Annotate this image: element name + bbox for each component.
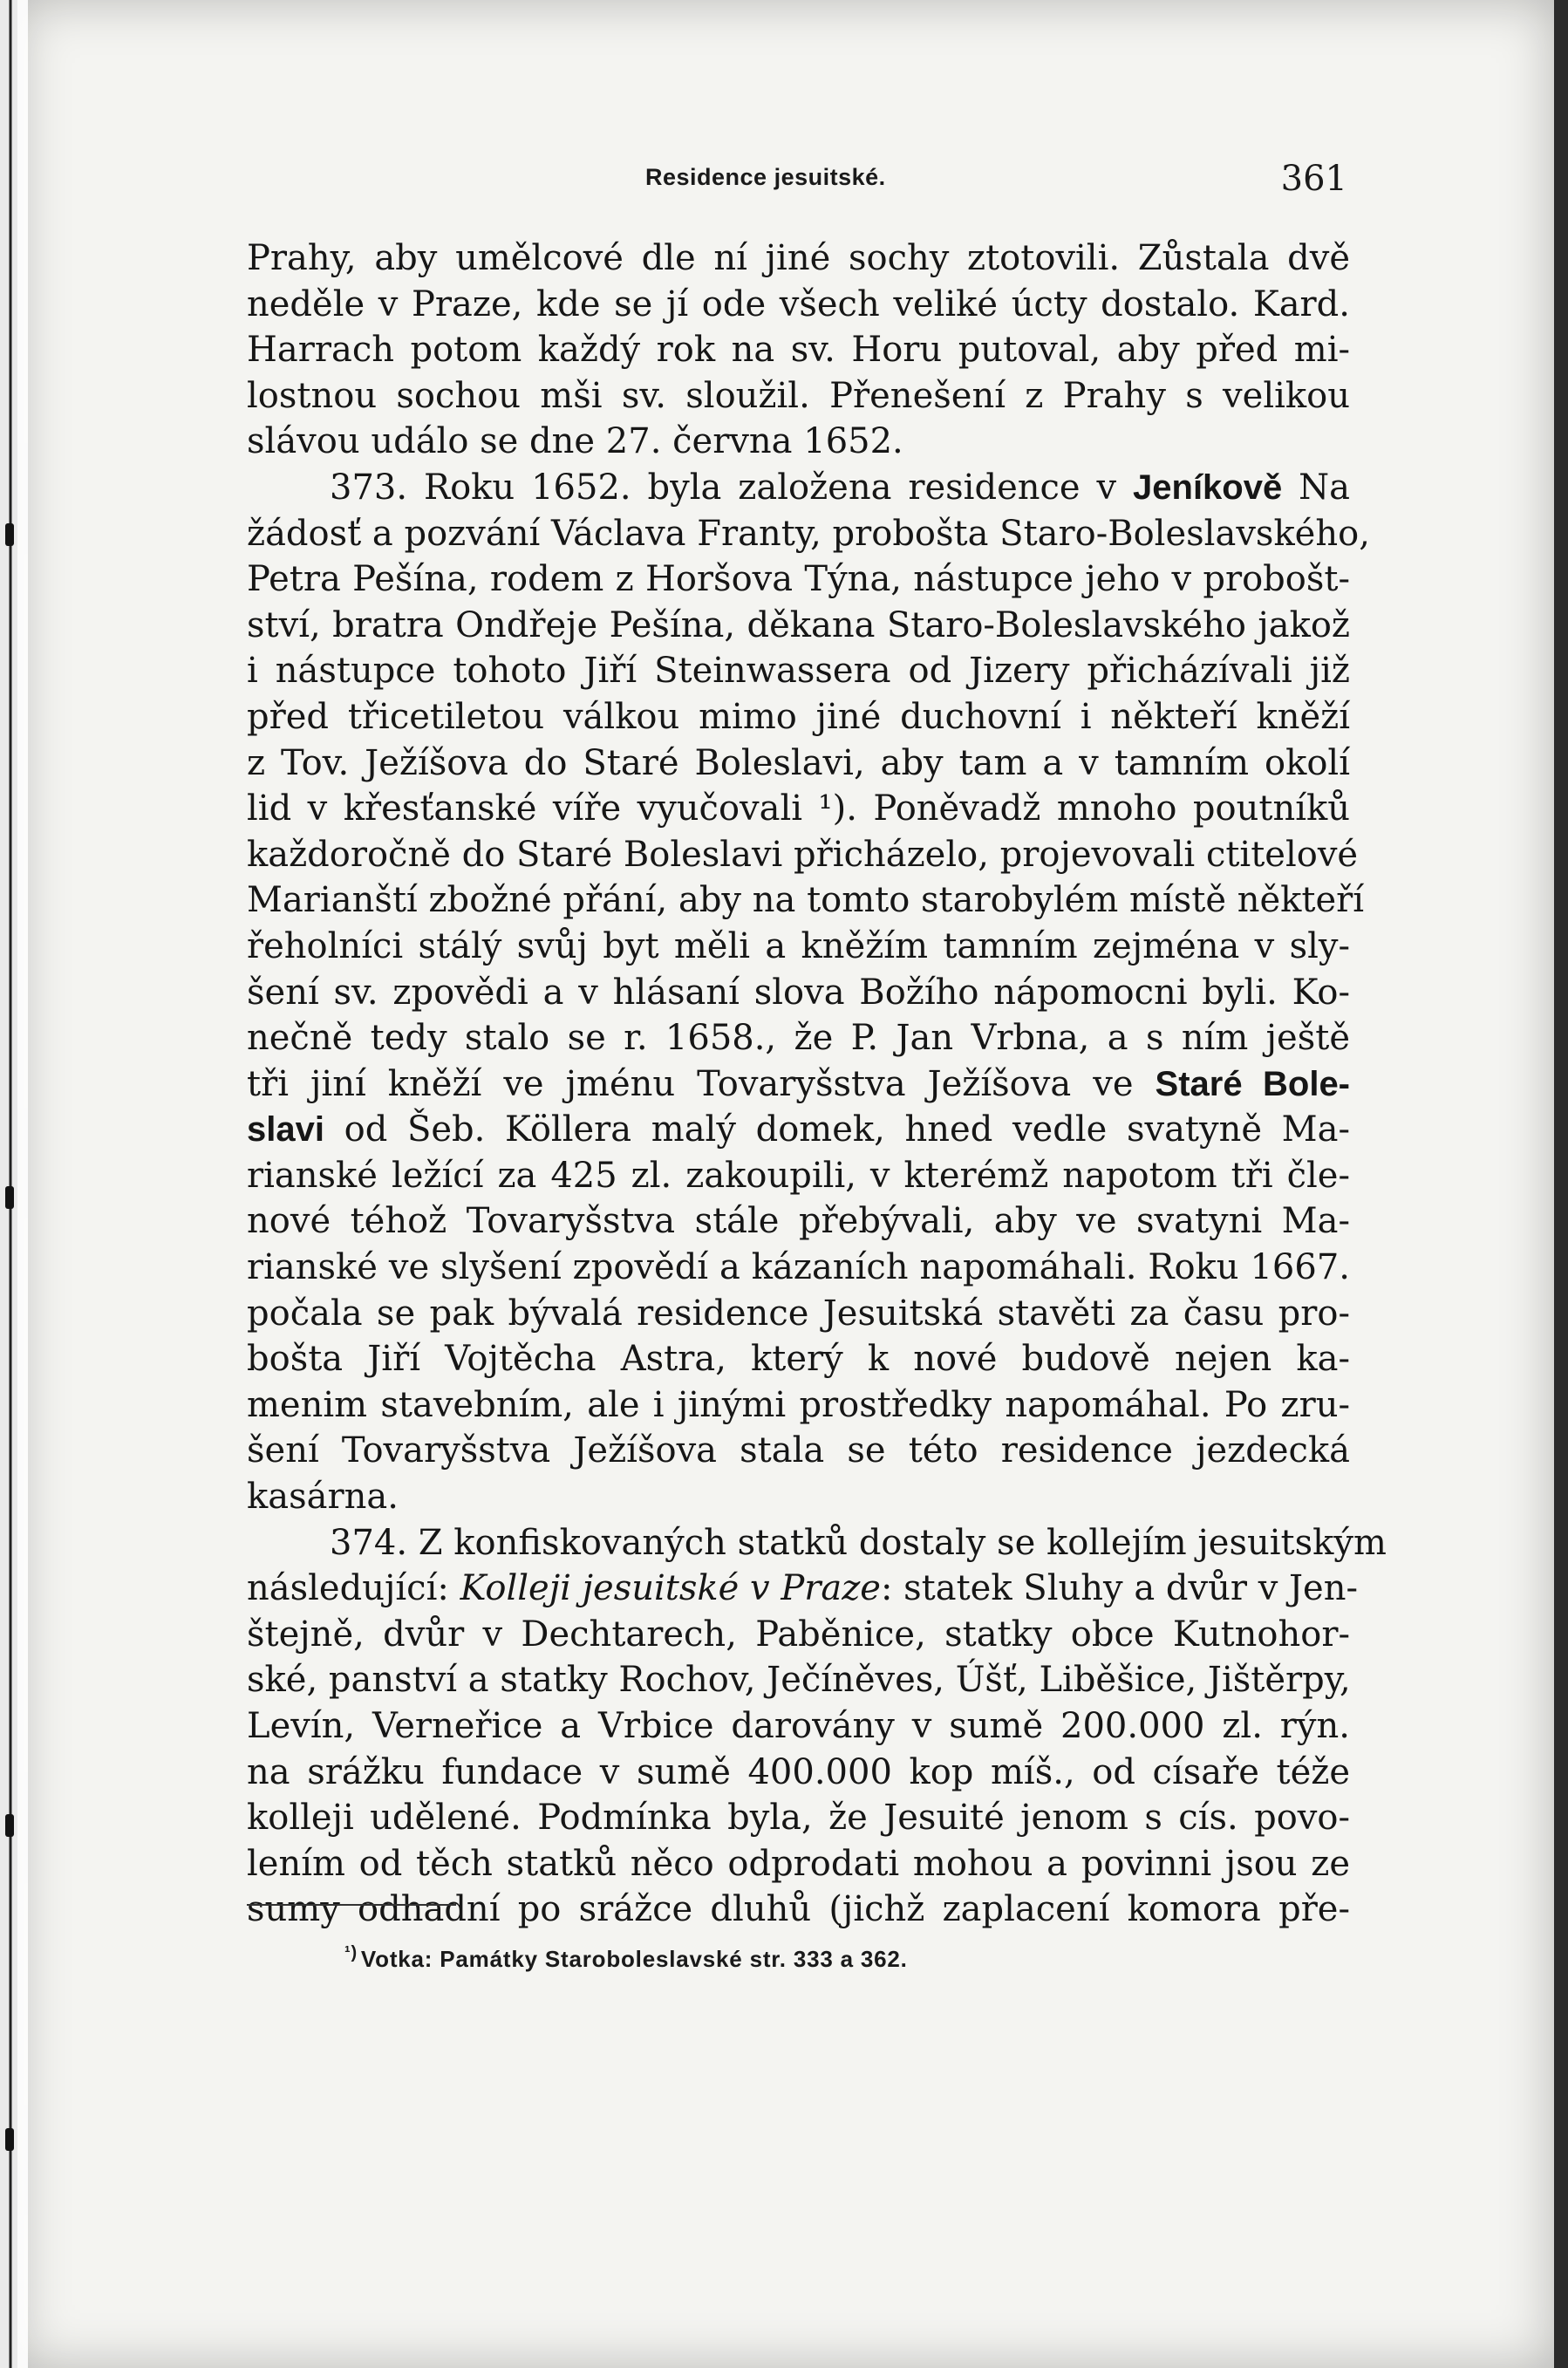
text-line: šení Tovaryšstva Ježíšova stala se této residence jezdecká (247, 1430, 1350, 1471)
text-line: štejně, dvůr v Dechtarech, Paběnice, statky obce Kutnohor- (247, 1614, 1350, 1655)
text-line (247, 465, 1350, 511)
footnote-marker: ¹) (344, 1943, 358, 1962)
text-line: z Tov. Ježíšova do Staré Boleslavi, aby tam a v tamním okolí (247, 742, 1350, 783)
text-line: počala se pak bývalá residence Jesuitská stavěti za času pro- (247, 1293, 1350, 1334)
text-line: ské, panství a statky Rochov, Ječíněves, Úšť, Liběšice, Jištěrpy, (247, 1660, 1351, 1701)
binding-mark (5, 1186, 14, 1209)
text-line: na srážku fundace v sumě 400.000 kop míš., od císaře téže (247, 1751, 1350, 1792)
text-fragment: tři jiní kněží ve jménu Tovaryšstva Ježíšova ve (247, 1063, 1156, 1104)
binding-mark (5, 2128, 14, 2151)
italic-heading: Kolleji jesuitské v Praze (460, 1568, 881, 1609)
text-line: lostnou sochou mši sv. sloužil. Přenešení z Prahy s velikou (247, 375, 1350, 416)
text-line: nové téhož Tovaryšstva stále přebývali, aby ve svatyni Ma- (247, 1201, 1350, 1242)
text-line: Petra Pešína, rodem z Horšova Týna, nástupce jeho v probošt- (247, 559, 1350, 600)
text-fragment: 373. Roku 1652. byla založena residence v (330, 467, 1134, 508)
footnote-text: Votka: Památky Staroboleslavské str. 333 a 362. (360, 1946, 908, 1972)
text-line: každoročně do Staré Boleslavi přicházelo, projevovali ctitelové (247, 834, 1359, 875)
text-line: slávou událo se dne 27. června 1652. (247, 421, 903, 462)
text-line: rianské ležící za 425 zl. zakoupili, v kterémž napotom tři čle- (247, 1155, 1350, 1196)
text-line (247, 1107, 1350, 1153)
place-name-stara-boleslav: slavi (247, 1110, 324, 1150)
footnote-divider (247, 1904, 456, 1906)
footnote (344, 1943, 908, 1973)
text-fragment: následující: (247, 1568, 460, 1609)
binding-mark (5, 1814, 14, 1837)
text-line: rianské ve slyšení zpovědí a kázaních napomáhali. Roku 1667. (247, 1247, 1350, 1288)
text-line: před třicetiletou válkou mimo jiné duchovní i někteří kněží (247, 696, 1350, 737)
text-line: sumy odhadní po srážce dluhů (jichž zaplacení komora pře- (247, 1889, 1350, 1930)
text-line: ství, bratra Ondřeje Pešína, děkana Staro-Boleslavského jakož (247, 604, 1350, 645)
text-line: kasárna. (247, 1477, 399, 1518)
text-line: řeholníci stálý svůj byt měli a kněžím tamním zejména v sly- (247, 925, 1350, 966)
text-line: neděle v Praze, kde se jí ode všech veliké úcty dostalo. Kard. (247, 283, 1350, 324)
text-line: Levín, Verneřice a Vrbice darovány v sumě 200.000 zl. rýn. (247, 1706, 1350, 1746)
page-title: Residence jesuitské. (645, 164, 886, 190)
text-line: lid v křesťanské víře vyučovali ¹). Poněvadž mnoho poutníků (247, 788, 1350, 829)
text-line: i nástupce tohoto Jiří Steinwassera od Jizery přicházívali již (247, 651, 1350, 692)
page-number: 361 (1280, 159, 1347, 199)
text-fragment: : statek Sluhy a dvůr v Jen- (880, 1568, 1358, 1609)
place-name-jenikov: Jeníkově (1133, 467, 1283, 507)
running-head (249, 159, 1347, 208)
text-line: 374. Z konfiskovaných statků dostaly se kollejím jesuitským (330, 1522, 1387, 1563)
text-line: Marianští zbožné přání, aby na tomto starobylém místě někteří (247, 880, 1365, 921)
text-line: bošta Jiří Vojtěcha Astra, který k nové budově nejen ka- (247, 1339, 1350, 1380)
text-line: Prahy, aby umělcové dle ní jiné sochy ztotovili. Zůstala dvě (247, 238, 1350, 278)
text-fragment: Na (1282, 467, 1350, 508)
text-line: nečně tedy stalo se r. 1658., že P. Jan Vrbna, a s ním ještě (247, 1018, 1350, 1059)
text-line (247, 1566, 1358, 1612)
text-line: Harrach potom každý rok na sv. Horu putoval, aby před mi- (247, 330, 1350, 371)
text-line: šení sv. zpovědi a v hlásaní slova Božího nápomocni byli. Ko- (247, 972, 1350, 1013)
text-line: žádosť a pozvání Václava Franty, probošta Staro-Boleslavského, (247, 513, 1370, 554)
place-name-stara-boleslav: Staré Bole- (1155, 1064, 1351, 1103)
page-binding-edge (0, 0, 28, 2368)
text-line: kolleji udělené. Podmínka byla, že Jesuité jenom s cís. povo- (247, 1798, 1350, 1839)
body-text (247, 235, 1387, 1933)
text-line (247, 1061, 1350, 1108)
text-fragment: od Šeb. Köllera malý domek, hned vedle svatyně Ma- (324, 1109, 1350, 1150)
binding-mark (5, 523, 14, 546)
text-line: lením od těch statků něco odprodati mohou a povinni jsou ze (247, 1843, 1350, 1884)
text-line: menim stavebním, ale i jinými prostředky napomáhal. Po zru- (247, 1384, 1350, 1425)
